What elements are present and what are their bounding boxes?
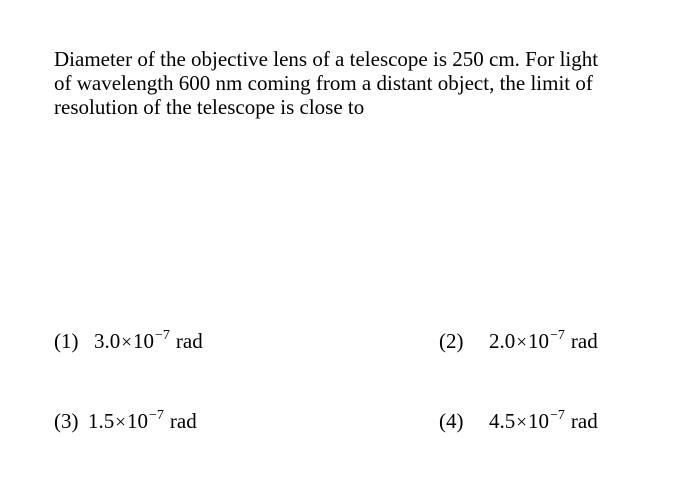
option-3[interactable] [54, 409, 197, 437]
option-mantissa: 1.5 [88, 409, 115, 433]
times-sign: × [115, 412, 126, 433]
option-base: 10 [126, 409, 148, 433]
option-4[interactable] [439, 409, 598, 437]
option-value [489, 329, 598, 357]
option-exponent: −7 [549, 408, 565, 423]
option-mantissa: 4.5 [489, 409, 516, 433]
option-number: (3) [54, 409, 79, 433]
option-unit: rad [169, 409, 197, 433]
question-line: resolution of the telescope is close to [54, 95, 365, 119]
option-number: (4) [439, 409, 464, 433]
option-exponent: −7 [549, 328, 565, 343]
option-exponent: −7 [154, 328, 170, 343]
question-text [54, 47, 654, 119]
option-unit: rad [570, 329, 598, 353]
option-mantissa: 3.0 [94, 329, 121, 353]
option-unit: rad [175, 329, 203, 353]
times-sign: × [516, 332, 527, 353]
option-2[interactable] [439, 329, 598, 357]
question-line: of wavelength 600 nm coming from a distant object, the limit of [54, 71, 593, 95]
option-value [489, 409, 598, 437]
option-value [88, 409, 197, 437]
option-unit: rad [570, 409, 598, 433]
option-number: (2) [439, 329, 464, 353]
option-exponent: −7 [148, 408, 164, 423]
times-sign: × [121, 332, 132, 353]
option-base: 10 [132, 329, 154, 353]
option-mantissa: 2.0 [489, 329, 516, 353]
question-line: Diameter of the objective lens of a telescope is 250 cm. For light [54, 47, 599, 71]
option-1[interactable] [54, 329, 203, 357]
option-base: 10 [527, 329, 549, 353]
option-value [94, 329, 203, 357]
times-sign: × [516, 412, 527, 433]
option-number: (1) [54, 329, 79, 353]
option-base: 10 [527, 409, 549, 433]
